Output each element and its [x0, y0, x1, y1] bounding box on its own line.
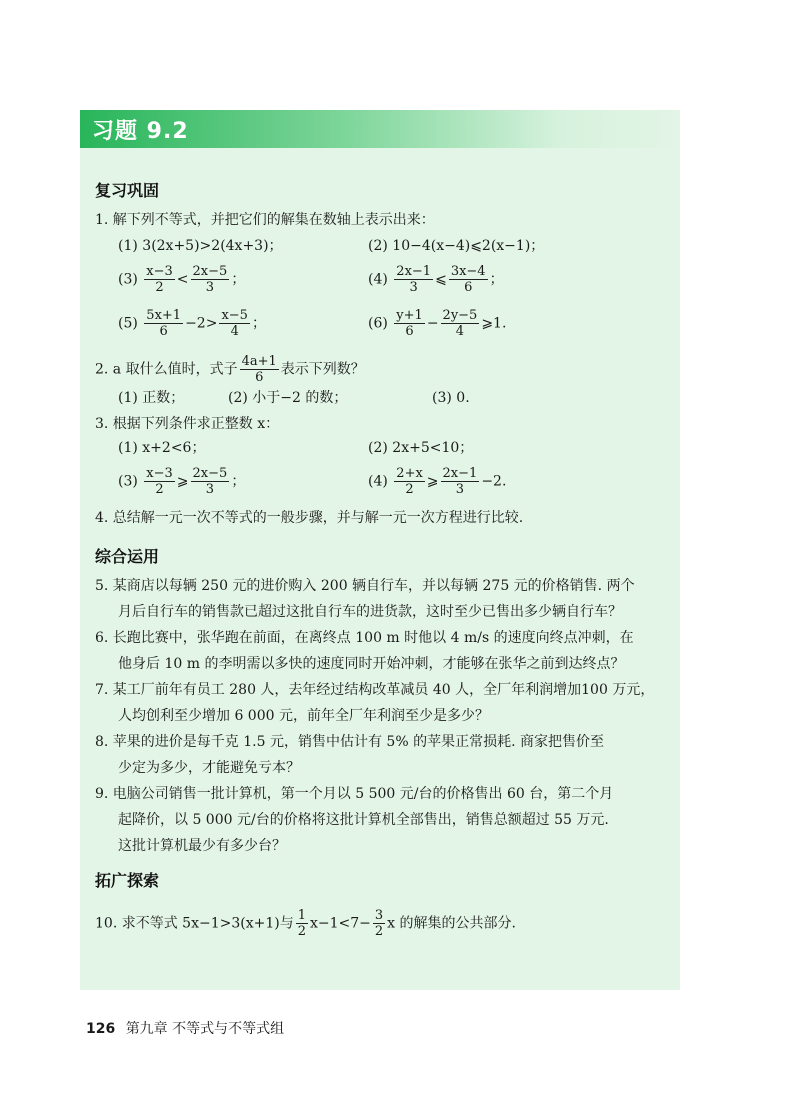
part-label: (5): [118, 315, 138, 332]
fraction: $\frac{2x-1}{3}$: [442, 466, 478, 497]
q7-line1: 7. 某工厂前年有员工 280 人，去年经过结构改革减员 40 人，全厂年利润增加100 万元，: [95, 682, 655, 698]
fraction: $\frac{2+x}{2}$: [396, 466, 423, 497]
q9-line3: 这批计算机最少有多少台？: [118, 838, 286, 854]
fraction: $\frac{4a+1}{6}$: [241, 354, 277, 385]
section-heading-explore: 拓广探索: [95, 871, 160, 890]
page-footer: [86, 1018, 284, 1038]
fraction: $\frac{3}{2}$: [374, 908, 384, 939]
fraction: $\frac{2x-1}{3}$: [396, 264, 432, 295]
q4-text: 4. 总结解一元一次不等式的一般步骤，并与解一元一次方程进行比较.: [95, 510, 524, 526]
q3-part4: (4) $\frac{2+x}{2}$ ⩾ $\frac{2x-1}{3}$ −2.: [368, 466, 507, 497]
fraction: $\frac{2x-5}{3}$: [192, 264, 228, 295]
fraction: $\frac{3x-4}{6}$: [450, 264, 486, 295]
q9-line2: 起降价，以 5 000 元/台的价格将这批计算机全部售出，销售总额超过 55 万元.: [118, 812, 609, 828]
fraction: $\frac{x-5}{4}$: [221, 308, 248, 339]
q1-part5: (5) $\frac{5x+1}{6}$ −2> $\frac{x-5}{4}$ ；: [118, 308, 266, 339]
part-label: (3): [118, 473, 138, 490]
fraction: $\frac{2x-5}{3}$: [192, 466, 228, 497]
q2-part2: (2) 小于−2 的数；: [228, 390, 348, 406]
q3-part2: (2) 2x+5<10；: [368, 440, 474, 456]
q1-stem: 1. 解下列不等式，并把它们的解集在数轴上表示出来：: [95, 212, 435, 228]
page-number: 126: [86, 1021, 116, 1037]
q3-stem: 3. 根据下列条件求正整数 x：: [95, 416, 280, 432]
q3-part1: (1) x+2<6；: [118, 440, 206, 456]
fraction: $\frac{x-3}{2}$: [146, 466, 173, 497]
fraction: $\frac{x-3}{2}$: [146, 264, 173, 295]
part-label: (4): [368, 473, 388, 490]
q1-part3: (3) $\frac{x-3}{2}$ < $\frac{2x-5}{3}$ ；: [118, 264, 246, 295]
section-heading-review: 复习巩固: [95, 181, 160, 200]
fraction: $\frac{y+1}{6}$: [396, 308, 423, 339]
q5-line2: 月后自行车的销售款已超过这批自行车的进货款，这时至少已售出多少辆自行车？: [118, 604, 622, 620]
q1-part1: (1) 3(2x+5)>2(4x+3)；: [118, 238, 283, 254]
q2-stem: 2. a 取什么值时，式子 $\frac{4a+1}{6}$ 表示下列数？: [95, 354, 365, 385]
part-label: (6): [368, 315, 388, 332]
q1-part6: (6) $\frac{y+1}{6}$ − $\frac{2y-5}{4}$ ⩾1.: [368, 308, 507, 339]
q9-line1: 9. 电脑公司销售一批计算机，第一个月以 5 500 元/台的价格售出 60 台，第二个月: [95, 786, 614, 802]
exercise-title: 习题 9.2: [92, 119, 189, 144]
part-label: (3): [118, 271, 138, 288]
section-heading-apply: 综合运用: [95, 547, 160, 566]
fraction: $\frac{1}{2}$: [297, 908, 306, 939]
q2-part3: (3) 0.: [432, 390, 470, 406]
q8-line1: 8. 苹果的进价是每千克 1.5 元，销售中估计有 5% 的苹果正常损耗. 商家把售价至: [95, 734, 604, 750]
q1-part2: (2) 10−4(x−4)⩽2(x−1)；: [368, 238, 545, 254]
q8-line2: 少定为多少，才能避免亏本？: [118, 760, 300, 776]
fraction: $\frac{5x+1}{6}$: [146, 308, 182, 339]
fraction: $\frac{2y-5}{4}$: [442, 308, 478, 339]
q1-part4: (4) $\frac{2x-1}{3}$ ⩽ $\frac{3x-4}{6}$ ；: [368, 264, 504, 295]
q6-line2: 他身后 10 m 的李明需以多快的速度同时开始冲刺，才能够在张华之前到达终点？: [118, 656, 625, 672]
q10-text: 10. 求不等式 5x−1>3(x+1)与 $\frac{1}{2}$ x−1<7− $\frac{3}{2}$ x 的解集的公共部分.: [95, 908, 516, 939]
q5-line1: 5. 某商店以每辆 250 元的进价购入 200 辆自行车，并以每辆 275 元的价格销售. 两个: [95, 578, 635, 594]
q7-line2: 人均创利至少增加 6 000 元，前年全厂年利润至少是多少？: [118, 708, 489, 724]
q6-line1: 6. 长跑比赛中，张华跑在前面，在离终点 100 m 时他以 4 m/s 的速度向终点冲刺，在: [95, 630, 634, 646]
chapter-title: 第九章 不等式与不等式组: [125, 1021, 285, 1037]
part-label: (4): [368, 271, 388, 288]
q2-part1: (1) 正数；: [118, 390, 185, 406]
q3-part3: (3) $\frac{x-3}{2}$ ⩾ $\frac{2x-5}{3}$ ；: [118, 466, 246, 497]
